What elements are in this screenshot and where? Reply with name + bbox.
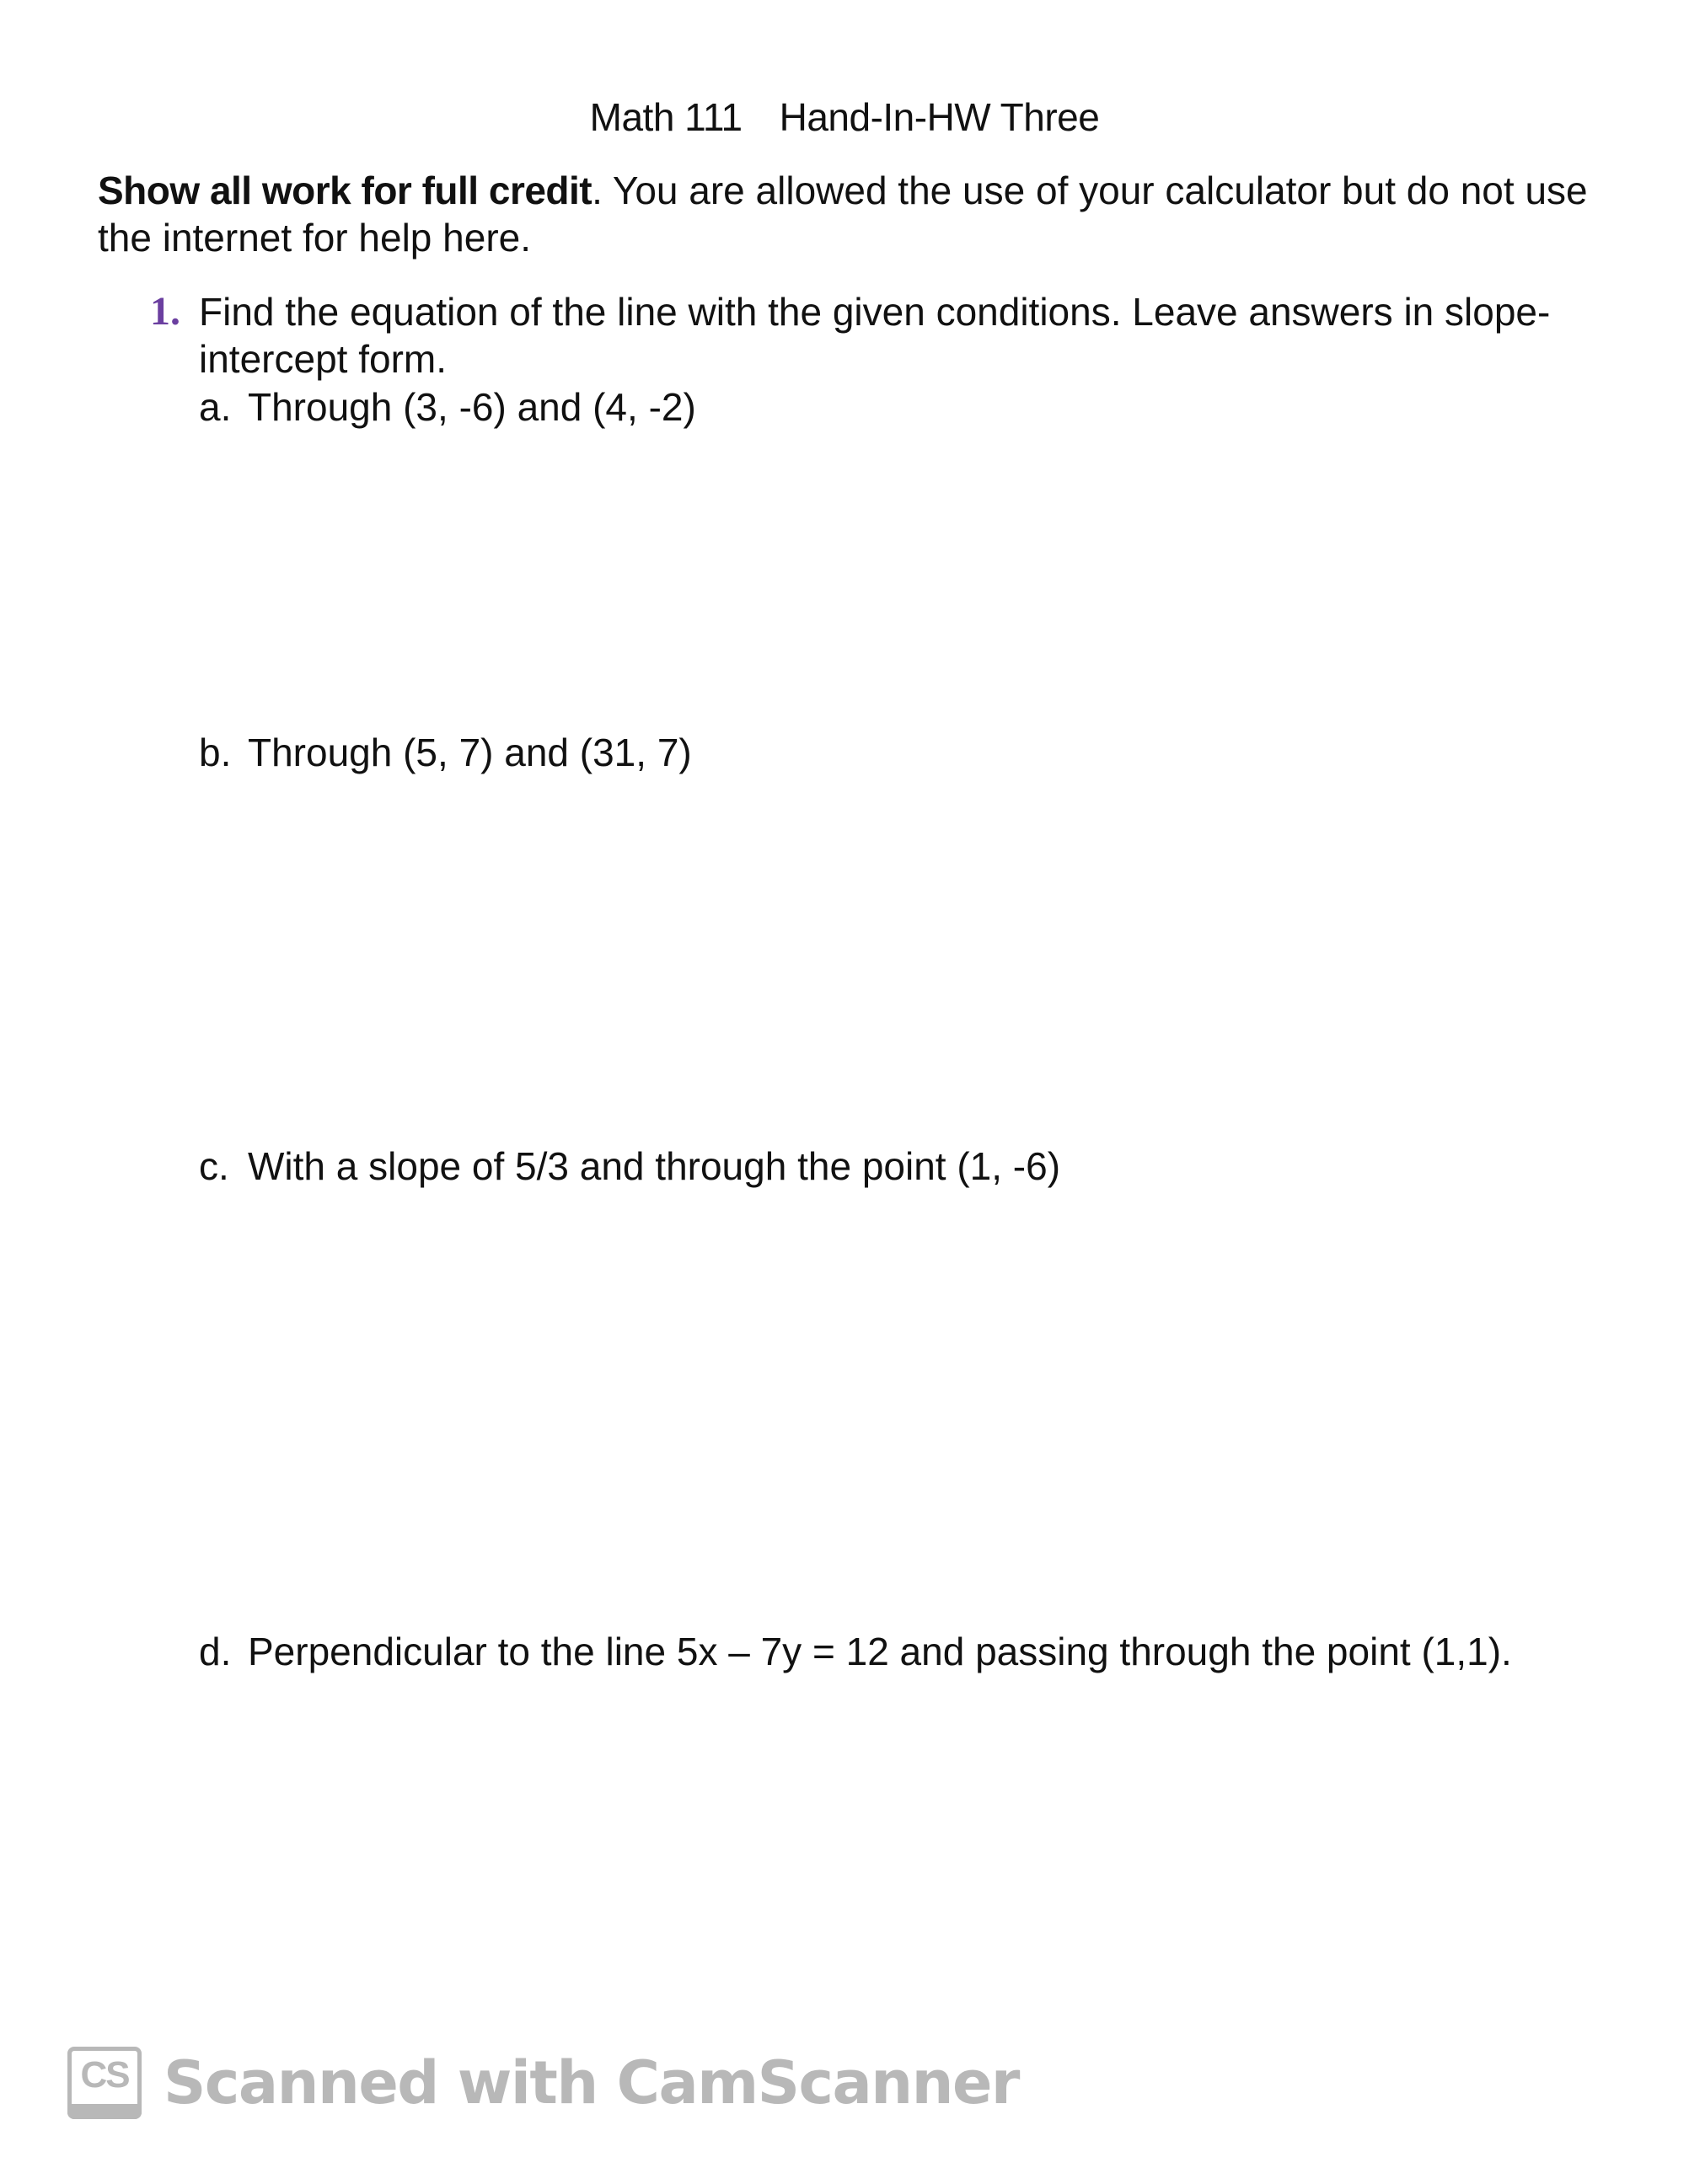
question-prompt: Find the equation of the line with the given conditions. Leave answers in slope-intercept form. bbox=[199, 290, 1551, 381]
question-part-c bbox=[199, 1143, 1060, 1190]
instructions-bold: Show all work for full credit bbox=[98, 169, 592, 212]
assignment-name: Hand-In-HW Three bbox=[779, 95, 1100, 139]
part-text: With a slope of 5/3 and through the point (1, -6) bbox=[248, 1144, 1061, 1188]
camscanner-logo-icon bbox=[67, 2047, 142, 2119]
part-letter: a. bbox=[199, 385, 232, 429]
instructions bbox=[98, 167, 1615, 261]
question-number: 1. bbox=[150, 289, 180, 334]
question-part-a bbox=[199, 383, 696, 431]
part-text: Through (5, 7) and (31, 7) bbox=[248, 731, 692, 774]
camscanner-watermark bbox=[67, 2042, 1019, 2123]
part-letter: d. bbox=[199, 1630, 232, 1673]
logo-text: CS bbox=[80, 2054, 129, 2096]
part-text: Perpendicular to the line 5x – 7y = 12 and passing through the point (1,1). bbox=[248, 1630, 1512, 1673]
question-part-b bbox=[199, 729, 692, 776]
course-name: Math 111 bbox=[589, 95, 743, 139]
watermark-text: Scanned with CamScanner bbox=[164, 2048, 1019, 2117]
part-letter: b. bbox=[199, 731, 232, 774]
question-part-d bbox=[199, 1628, 1512, 1675]
part-text: Through (3, -6) and (4, -2) bbox=[248, 385, 696, 429]
page-title bbox=[0, 94, 1689, 140]
question-1 bbox=[150, 288, 1608, 383]
instructions-text: . You are allowed the use of your calculator but do not use the internet for help here. bbox=[98, 169, 1588, 260]
part-letter: c. bbox=[199, 1144, 229, 1188]
